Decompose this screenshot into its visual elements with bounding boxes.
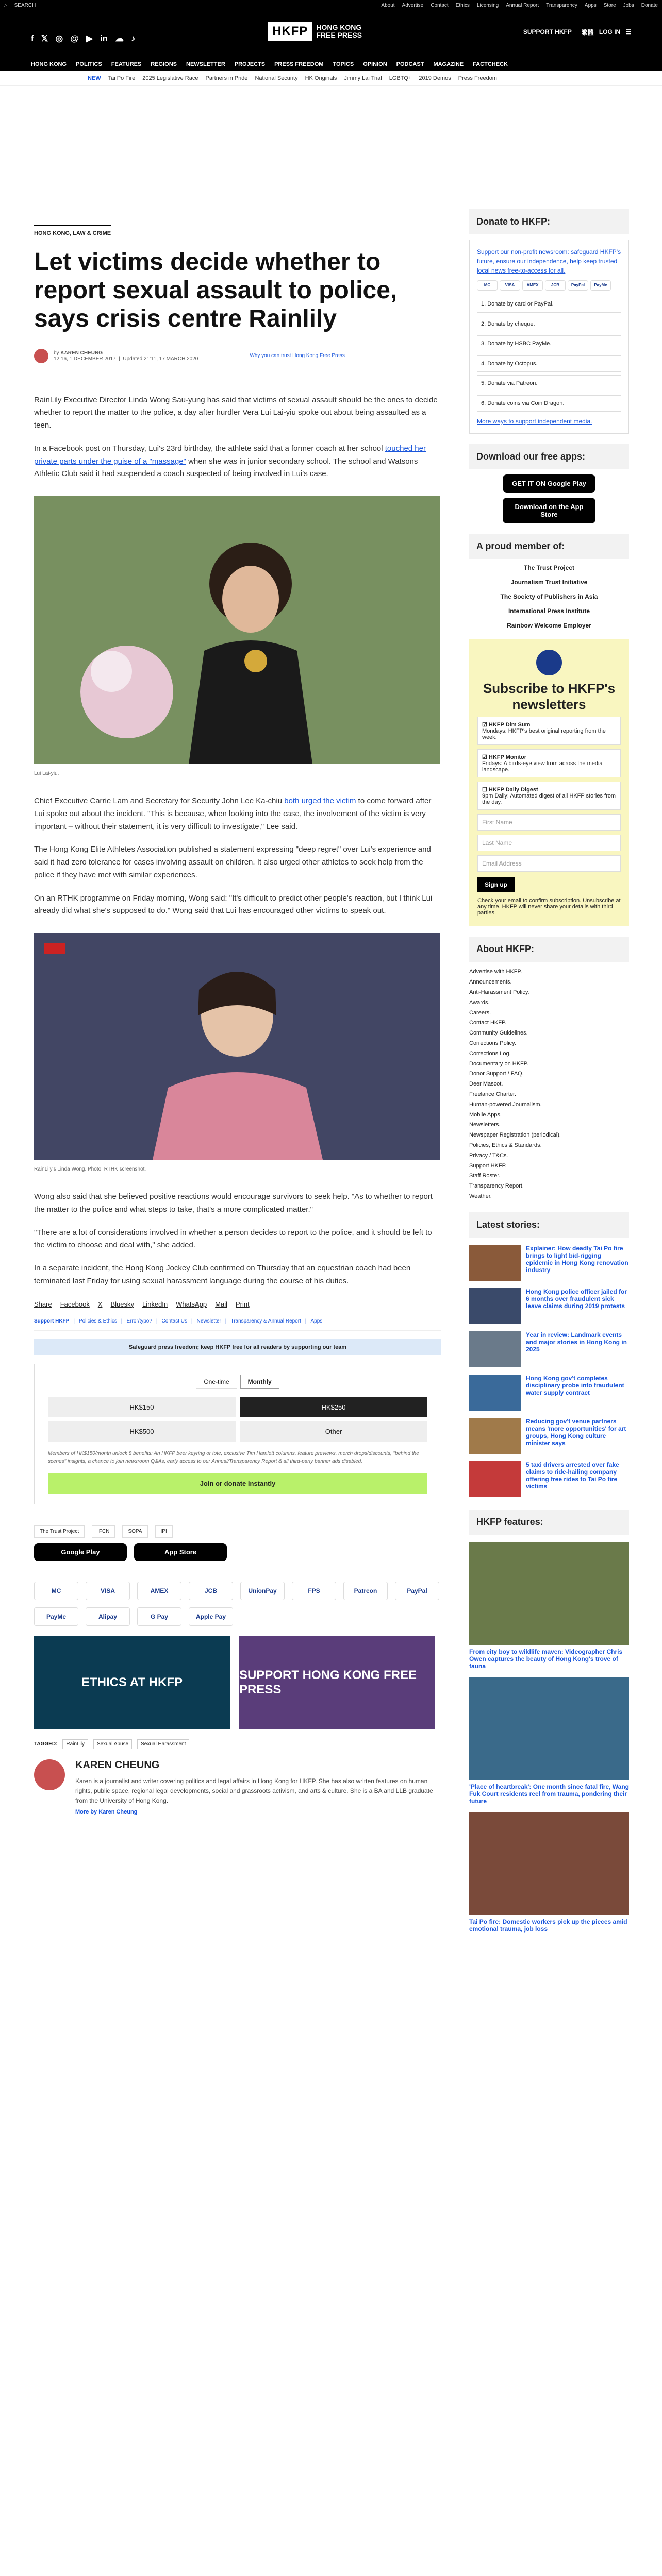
donate-heading: Donate to HKFP: xyxy=(469,209,629,234)
about-heading: About HKFP: xyxy=(469,937,629,962)
login-link[interactable]: LOG IN xyxy=(599,28,621,36)
article-title: Let victims decide whether to report sexual assault to police, says crisis centre Rainlily xyxy=(34,248,398,333)
tiktok-icon[interactable]: ♪ xyxy=(130,33,136,43)
amount-option[interactable]: HK$150 xyxy=(48,1397,236,1417)
about-link[interactable]: Newsletters. xyxy=(469,1122,501,1128)
search-icon[interactable]: ⌕ xyxy=(4,2,7,8)
mini-link[interactable]: Support HKFP xyxy=(34,1318,70,1324)
feature-image xyxy=(469,1677,629,1780)
google-play-badge[interactable]: GET IT ON Google Play xyxy=(503,474,595,493)
latest-heading: Latest stories: xyxy=(469,1212,629,1238)
feature-image xyxy=(469,1812,629,1915)
first-name-field[interactable]: First Name xyxy=(477,814,621,831)
member-logo[interactable]: International Press Institute xyxy=(508,607,590,615)
pay-payme: PayMe xyxy=(34,1607,78,1626)
paragraph: In a separate incident, the Hong Kong Jockey Club confirmed on Thursday that an equestrian coach had been terminated last Friday for using sexual harassment language during the course of his duties. xyxy=(34,1264,411,1285)
newsletter-title: Subscribe to HKFP's newsletters xyxy=(483,681,616,713)
author-name[interactable]: KAREN CHEUNG xyxy=(60,350,103,356)
newsletter-box xyxy=(469,639,629,926)
trending-link[interactable]: 2025 Legislative Race xyxy=(142,75,198,81)
member-logo[interactable]: The Trust Project xyxy=(523,564,575,571)
trending-link[interactable]: Partners in Pride xyxy=(205,75,248,81)
about-link[interactable]: Support HKFP. xyxy=(469,1162,507,1169)
nav-item[interactable]: FEATURES xyxy=(111,61,142,67)
logo-text: HONG KONG FREE PRESS xyxy=(316,23,362,39)
photo-caption: Lui Lai-yiu. xyxy=(34,771,59,777)
donation-box xyxy=(34,1364,441,1504)
top-link[interactable]: Advertise xyxy=(402,2,424,8)
nav-item[interactable]: TOPICS xyxy=(333,61,354,67)
app-store-badge[interactable]: Download on the App Store xyxy=(503,498,595,523)
about-link[interactable]: Contact HKFP. xyxy=(469,1020,506,1026)
inline-link[interactable]: both urged the victim xyxy=(284,796,356,806)
about-link[interactable]: Staff Roster. xyxy=(469,1173,501,1179)
about-link[interactable]: Documentary on HKFP. xyxy=(469,1060,528,1067)
member-note: Members of HK$150/month unlock 8 benefits: An HKFP beer keyring or tote, exclusive Tim Hamlett columns, feature previews, merch drops/discounts, "behind the scenes" insights, a chance to join newsroom Q&As, early access to our Annual/Transparency Report & all third-party banner ads disabled. xyxy=(48,1450,419,1464)
language-toggle[interactable]: 繁體 xyxy=(581,28,594,36)
member-heading: A proud member of: xyxy=(469,534,629,559)
join-button[interactable]: Join or donate instantly xyxy=(48,1473,427,1494)
top-link[interactable]: About xyxy=(381,2,395,8)
about-link[interactable]: Policies, Ethics & Standards. xyxy=(469,1142,542,1148)
app-badges xyxy=(34,1543,441,1561)
sidebar-pay-icons xyxy=(477,280,621,291)
story-thumbnail xyxy=(469,1331,521,1367)
donate-option[interactable]: 2. Donate by cheque. xyxy=(477,316,621,333)
nav-item[interactable]: OPINION xyxy=(363,61,387,67)
share-facebook[interactable]: Facebook xyxy=(60,1300,90,1308)
amount-option[interactable]: HK$500 xyxy=(48,1421,236,1442)
about-link[interactable]: Anti-Harassment Policy. xyxy=(469,989,529,995)
top-link[interactable]: Donate xyxy=(641,2,658,8)
photo-caption: RainLily's Linda Wong. Photo: RTHK screenshot. xyxy=(34,1166,146,1173)
badge[interactable]: IPI xyxy=(155,1525,173,1538)
donate-intro[interactable]: Support our non-profit newsroom: safeguard HKFP's future, ensure our independence, help keep trusted local news free-to-access for all. xyxy=(477,248,621,274)
nav-item[interactable]: REGIONS xyxy=(151,61,177,67)
newsletter-option[interactable]: ☑ HKFP Monitor Fridays: A birds-eye view from across the media landscape. xyxy=(477,749,621,777)
author-avatar[interactable] xyxy=(34,349,48,363)
menu-icon[interactable]: ☰ xyxy=(625,28,631,36)
about-link[interactable]: Community Guidelines. xyxy=(469,1030,528,1037)
story-thumbnail xyxy=(469,1375,521,1411)
top-links xyxy=(381,3,658,8)
category-kicker[interactable]: HONG KONG, LAW & CRIME xyxy=(34,225,111,236)
feature-story[interactable]: Tai Po fire: Domestic workers pick up the pieces amid emotional trauma, job loss xyxy=(469,1812,629,1933)
story-thumbnail xyxy=(469,1418,521,1454)
author-avatar[interactable] xyxy=(34,1759,65,1790)
threads-icon[interactable]: @ xyxy=(70,33,79,43)
pay-paypal: PayPal xyxy=(568,280,588,291)
author-name[interactable]: KAREN CHEUNG xyxy=(75,1759,160,1771)
latest-story[interactable]: Reducing gov't venue partners means 'more opportunities' for art groups, Hong Kong culture minister says xyxy=(469,1418,629,1454)
top-bar xyxy=(0,0,662,10)
member-logo[interactable]: Journalism Trust Initiative xyxy=(510,579,588,586)
author-bio xyxy=(34,1759,441,1816)
more-ways-link[interactable]: More ways to support independent media. xyxy=(477,418,592,425)
article xyxy=(34,209,441,1815)
top-link[interactable]: Licensing xyxy=(476,2,499,8)
publish-date: 12:16, 1 DECEMBER 2017 xyxy=(54,355,116,362)
top-link[interactable]: Jobs xyxy=(623,2,634,8)
paragraph: On an RTHK programme on Friday morning, Wong said: "It's difficult to predict other people's reaction, but I think Lui already did what she's supposed to do." Wong said that Lui has encouraged other victims to speak out. xyxy=(34,893,433,916)
newsletter-option[interactable]: ☑ HKFP Dim Sum Mondays: HKFP's best original reporting from the week. xyxy=(477,717,621,745)
about-link[interactable]: Newspaper Registration (periodical). xyxy=(469,1132,561,1139)
support-banner[interactable]: Safeguard press freedom; keep HKFP free for all readers by supporting our team xyxy=(34,1339,441,1355)
mini-link[interactable]: Transparency & Annual Report xyxy=(230,1318,301,1324)
apps-heading: Download our free apps: xyxy=(469,444,629,469)
instagram-icon[interactable]: ◎ xyxy=(55,33,63,43)
trust-link[interactable]: Why you can trust Hong Kong Free Press xyxy=(250,353,345,359)
email-field[interactable]: Email Address xyxy=(477,855,621,872)
about-link[interactable]: Weather. xyxy=(469,1193,492,1199)
feature-story[interactable]: From city boy to wildlife maven: Videographer Chris Owen captures the beauty of Hong Kong's trove of fauna xyxy=(469,1542,629,1670)
logo-box: HKFP xyxy=(268,22,312,41)
tag[interactable]: Sexual Harassment xyxy=(137,1739,189,1749)
top-link[interactable]: Contact xyxy=(431,2,449,8)
about-link[interactable]: Corrections Policy. xyxy=(469,1040,516,1046)
mini-link[interactable]: Apps xyxy=(310,1318,323,1324)
app-store-badge[interactable]: App Store xyxy=(134,1543,227,1561)
pay-fps: FPS xyxy=(292,1582,336,1600)
pay-visa: VISA xyxy=(500,280,520,291)
feature-story[interactable]: 'Place of heartbreak': One month since fatal fire, Wang Fuk Court residents reel from trauma, pondering their future xyxy=(469,1677,629,1805)
nav-item[interactable]: POLITICS xyxy=(76,61,102,67)
trending-link[interactable]: HK Originals xyxy=(305,75,337,81)
new-badge: NEW xyxy=(88,75,101,81)
by-label: by xyxy=(54,350,59,356)
amount-option-selected[interactable]: HK$250 xyxy=(240,1397,427,1417)
freq-onetime[interactable]: One-time xyxy=(196,1375,237,1389)
payment-methods xyxy=(34,1582,441,1626)
last-name-field[interactable]: Last Name xyxy=(477,835,621,851)
about-link[interactable]: Deer Mascot. xyxy=(469,1081,503,1088)
site-logo[interactable] xyxy=(268,22,362,41)
more-by-author-link[interactable]: More by Karen Cheung xyxy=(75,1809,138,1816)
badge[interactable]: SOPA xyxy=(122,1525,147,1538)
about-link[interactable]: Advertise with HKFP. xyxy=(469,969,522,975)
share-x[interactable]: X xyxy=(97,1300,103,1308)
top-link[interactable]: Apps xyxy=(584,2,597,8)
pay-amex: AMEX xyxy=(137,1582,181,1600)
nav-item[interactable]: PROJECTS xyxy=(234,61,266,67)
story-thumbnail xyxy=(469,1288,521,1324)
pay-applepay: Apple Pay xyxy=(189,1607,233,1626)
mini-link[interactable]: Contact Us xyxy=(161,1318,188,1324)
donate-option[interactable]: 6. Donate coins via Coin Dragon. xyxy=(477,395,621,412)
bluesky-icon[interactable]: ☁ xyxy=(114,33,124,43)
badge[interactable]: The Trust Project xyxy=(34,1525,85,1538)
pay-amex: AMEX xyxy=(522,280,543,291)
about-link[interactable]: Awards. xyxy=(469,999,490,1006)
photo-vera-lui xyxy=(34,496,440,764)
about-link[interactable]: Human-powered Journalism. xyxy=(469,1101,542,1108)
promo-banners xyxy=(34,1636,441,1729)
mini-link[interactable]: Error/typo? xyxy=(126,1318,152,1324)
about-list xyxy=(469,967,629,1201)
mini-link[interactable]: Policies & Ethics xyxy=(78,1318,117,1324)
social-icons xyxy=(31,33,135,44)
updated-date: Updated 21:11, 17 MARCH 2020 xyxy=(123,355,198,362)
paragraph: The Hong Kong Elite Athletes Association published a statement expressing "deep regret" over Lui's experience and said it had zero tolerance for cases involving assault on children. It also urged other athletes to seek help from the police if they have met with similar experiences. xyxy=(34,845,431,879)
nav-item[interactable]: MAGAZINE xyxy=(433,61,464,67)
latest-story[interactable]: Hong Kong police officer jailed for 6 months over fraudulent sick leave claims during 2019 protests xyxy=(469,1288,629,1324)
share-linkedin[interactable]: LinkedIn xyxy=(142,1300,168,1308)
story-thumbnail xyxy=(469,1461,521,1497)
footer-links: Support HKFP | Policies & Ethics | Error/typo? | Contact Us | Newsletter | Transparency & Annual Report | Apps xyxy=(34,1318,441,1331)
sidebar xyxy=(469,209,629,1933)
share-mail[interactable]: Mail xyxy=(215,1300,227,1308)
pay-visa: VISA xyxy=(86,1582,130,1600)
share-print[interactable]: Print xyxy=(235,1300,250,1308)
feature-image xyxy=(469,1542,629,1645)
trending-link[interactable]: Tai Po Fire xyxy=(108,75,136,81)
share-whatsapp[interactable]: WhatsApp xyxy=(176,1300,207,1308)
pay-jcb: JCB xyxy=(545,280,566,291)
support-button[interactable]: SUPPORT HKFP xyxy=(519,26,576,38)
youtube-icon[interactable]: ▶ xyxy=(86,33,93,43)
paragraph: RainLily Executive Director Linda Wong Sau-yung has said that victims of sexual assault should be the ones to decide whether to report the matter to the police, a day after hurdler Vera Lui Lai-yiu spoke out about being assaulted as a teen. xyxy=(34,395,438,430)
about-link[interactable]: Freelance Charter. xyxy=(469,1091,517,1097)
freq-monthly[interactable]: Monthly xyxy=(240,1375,279,1389)
byline: by KAREN CHEUNG 12:16, 1 DECEMBER 2017 | Updated 21:11, 17 MARCH 2020 Why you can trust Hong Kong Free Press xyxy=(34,349,441,363)
tag[interactable]: Sexual Abuse xyxy=(93,1739,132,1749)
donate-option[interactable]: 1. Donate by card or PayPal. xyxy=(477,296,621,313)
ethics-banner[interactable]: ETHICS AT HKFP xyxy=(34,1636,230,1729)
amount-option[interactable]: Other xyxy=(240,1421,427,1442)
latest-story[interactable]: Explainer: How deadly Tai Po fire brings to light bid-rigging epidemic in Hong Kong renovation industry xyxy=(469,1245,629,1281)
nav-item[interactable]: HONG KONG xyxy=(31,61,67,67)
partner-badges xyxy=(34,1525,441,1538)
tags-label: TAGGED: xyxy=(34,1741,58,1747)
photo-linda-wong xyxy=(34,933,440,1160)
pay-alipay: Alipay xyxy=(86,1607,130,1626)
newsletter-note: Check your email to confirm subscription. Unsubscribe at any time. HKFP will never share your details with third parties. xyxy=(477,897,621,917)
top-link[interactable]: Annual Report xyxy=(506,2,539,8)
about-link[interactable]: Transparency Report. xyxy=(469,1183,524,1190)
trending-link[interactable]: 2019 Demos xyxy=(419,75,451,81)
member-logo[interactable]: The Society of Publishers in Asia xyxy=(500,593,598,600)
about-link[interactable]: Donor Support / FAQ. xyxy=(469,1071,524,1077)
trending-link[interactable]: National Security xyxy=(255,75,298,81)
latest-story[interactable]: 5 taxi drivers arrested over fake claims to ride-hailing company offering free rides to Tai Po fire victims xyxy=(469,1461,629,1497)
trending-link[interactable]: Jimmy Lai Trial xyxy=(344,75,382,81)
linkedin-icon[interactable]: in xyxy=(100,33,108,43)
about-link[interactable]: Announcements. xyxy=(469,979,512,986)
facebook-icon[interactable]: f xyxy=(31,33,34,43)
share-bar xyxy=(34,1300,441,1308)
top-link[interactable]: Ethics xyxy=(455,2,470,8)
paragraph: Wong also said that she believed positive reactions would encourage survivors to seek help. "As to whether to report the matter to the police and what steps to take, that's a more complicated matter." xyxy=(34,1192,433,1214)
hkfp-round-logo xyxy=(536,650,562,675)
nav-item[interactable]: FACTCHECK xyxy=(473,61,508,67)
pay-mastercard: MC xyxy=(34,1582,78,1600)
newsletter-option[interactable]: ☐ HKFP Daily Digest 9pm Daily: Automated digest of all HKFP stories from the day. xyxy=(477,782,621,810)
trending-nav xyxy=(0,71,662,86)
about-link[interactable]: Mobile Apps. xyxy=(469,1111,502,1118)
pay-mastercard: MC xyxy=(477,280,498,291)
top-link[interactable]: Transparency xyxy=(546,2,577,8)
signup-button[interactable]: Sign up xyxy=(477,877,515,892)
pay-gpay: G Pay xyxy=(137,1607,181,1626)
about-link[interactable]: Careers. xyxy=(469,1009,491,1016)
pay-unionpay: UnionPay xyxy=(240,1582,285,1600)
main-nav xyxy=(0,57,662,71)
badge[interactable]: IFCN xyxy=(92,1525,115,1538)
inline-link[interactable]: touched her private parts under the guise of a "massage" xyxy=(34,444,426,466)
share-label[interactable]: Share xyxy=(34,1300,52,1308)
pay-paypal: PayPal xyxy=(395,1582,439,1600)
features-heading: HKFP features: xyxy=(469,1510,629,1535)
support-hkfp-banner[interactable]: SUPPORT HONG KONG FREE PRESS xyxy=(239,1636,435,1729)
nav-item[interactable]: PODCAST xyxy=(396,61,424,67)
author-bio-text: Karen is a journalist and writer covering politics and legal affairs in Hong Kong for HKFP. She has also written features on human rights, public space, regional legal developments, social and grassroots activism, and arts & culture. She is a BA and LLB graduate from the University of Hong Kong. xyxy=(75,1777,433,1804)
share-bluesky[interactable]: Bluesky xyxy=(110,1300,134,1308)
donate-option[interactable]: 5. Donate via Patreon. xyxy=(477,375,621,392)
paragraph: "There are a lot of considerations involved in whether a person decides to report to the police, and it should be left to the victim to choose and deal with," she added. xyxy=(34,1228,432,1250)
top-link[interactable]: Store xyxy=(603,2,616,8)
latest-story[interactable]: Year in review: Landmark events and major stories in Hong Kong in 2025 xyxy=(469,1331,629,1367)
trending-link[interactable]: LGBTQ+ xyxy=(389,75,412,81)
paragraph: In a Facebook post on Thursday, Lui's 23rd birthday, the athlete said that a former coach at her school touched her private parts under the guise of a "massage" when she was in junior secondary school. The school and Watsons Athletic Club said it had suspended a coach suspected of being involved in Lui's case. xyxy=(34,444,426,479)
donate-option[interactable]: 4. Donate by Octopus. xyxy=(477,355,621,372)
about-link[interactable]: Privacy / T&Cs. xyxy=(469,1152,508,1159)
google-play-badge[interactable]: Google Play xyxy=(34,1543,127,1561)
member-logo[interactable]: Rainbow Welcome Employer xyxy=(507,622,591,629)
tag[interactable]: RainLily xyxy=(62,1739,88,1749)
pay-payme: PayMe xyxy=(590,280,611,291)
x-icon[interactable]: 𝕏 xyxy=(41,33,48,43)
pay-patreon: Patreon xyxy=(343,1582,388,1600)
paragraph: Chief Executive Carrie Lam and Secretary for Security John Lee Ka-chiu both urged the victim to come forward after Lui spoke out about the incident. "This is because, when looking into the case, the involvement of the victim is very important – without their statement, it is very difficult to investigate," Lee said. xyxy=(34,796,432,831)
tags xyxy=(34,1739,441,1749)
about-link[interactable]: Corrections Log. xyxy=(469,1050,511,1057)
nav-item[interactable]: NEWSLETTER xyxy=(186,61,225,67)
story-thumbnail xyxy=(469,1245,521,1281)
mini-link[interactable]: Newsletter xyxy=(196,1318,221,1324)
latest-story[interactable]: Hong Kong gov't completes disciplinary probe into fraudulent water supply contract xyxy=(469,1375,629,1411)
donate-option[interactable]: 3. Donate by HSBC PayMe. xyxy=(477,335,621,352)
donate-panel xyxy=(469,240,629,434)
nav-item[interactable]: PRESS FREEDOM xyxy=(274,61,324,67)
search-label[interactable]: SEARCH xyxy=(14,2,36,8)
trending-link[interactable]: Press Freedom xyxy=(458,75,497,81)
pay-jcb: JCB xyxy=(189,1582,233,1600)
